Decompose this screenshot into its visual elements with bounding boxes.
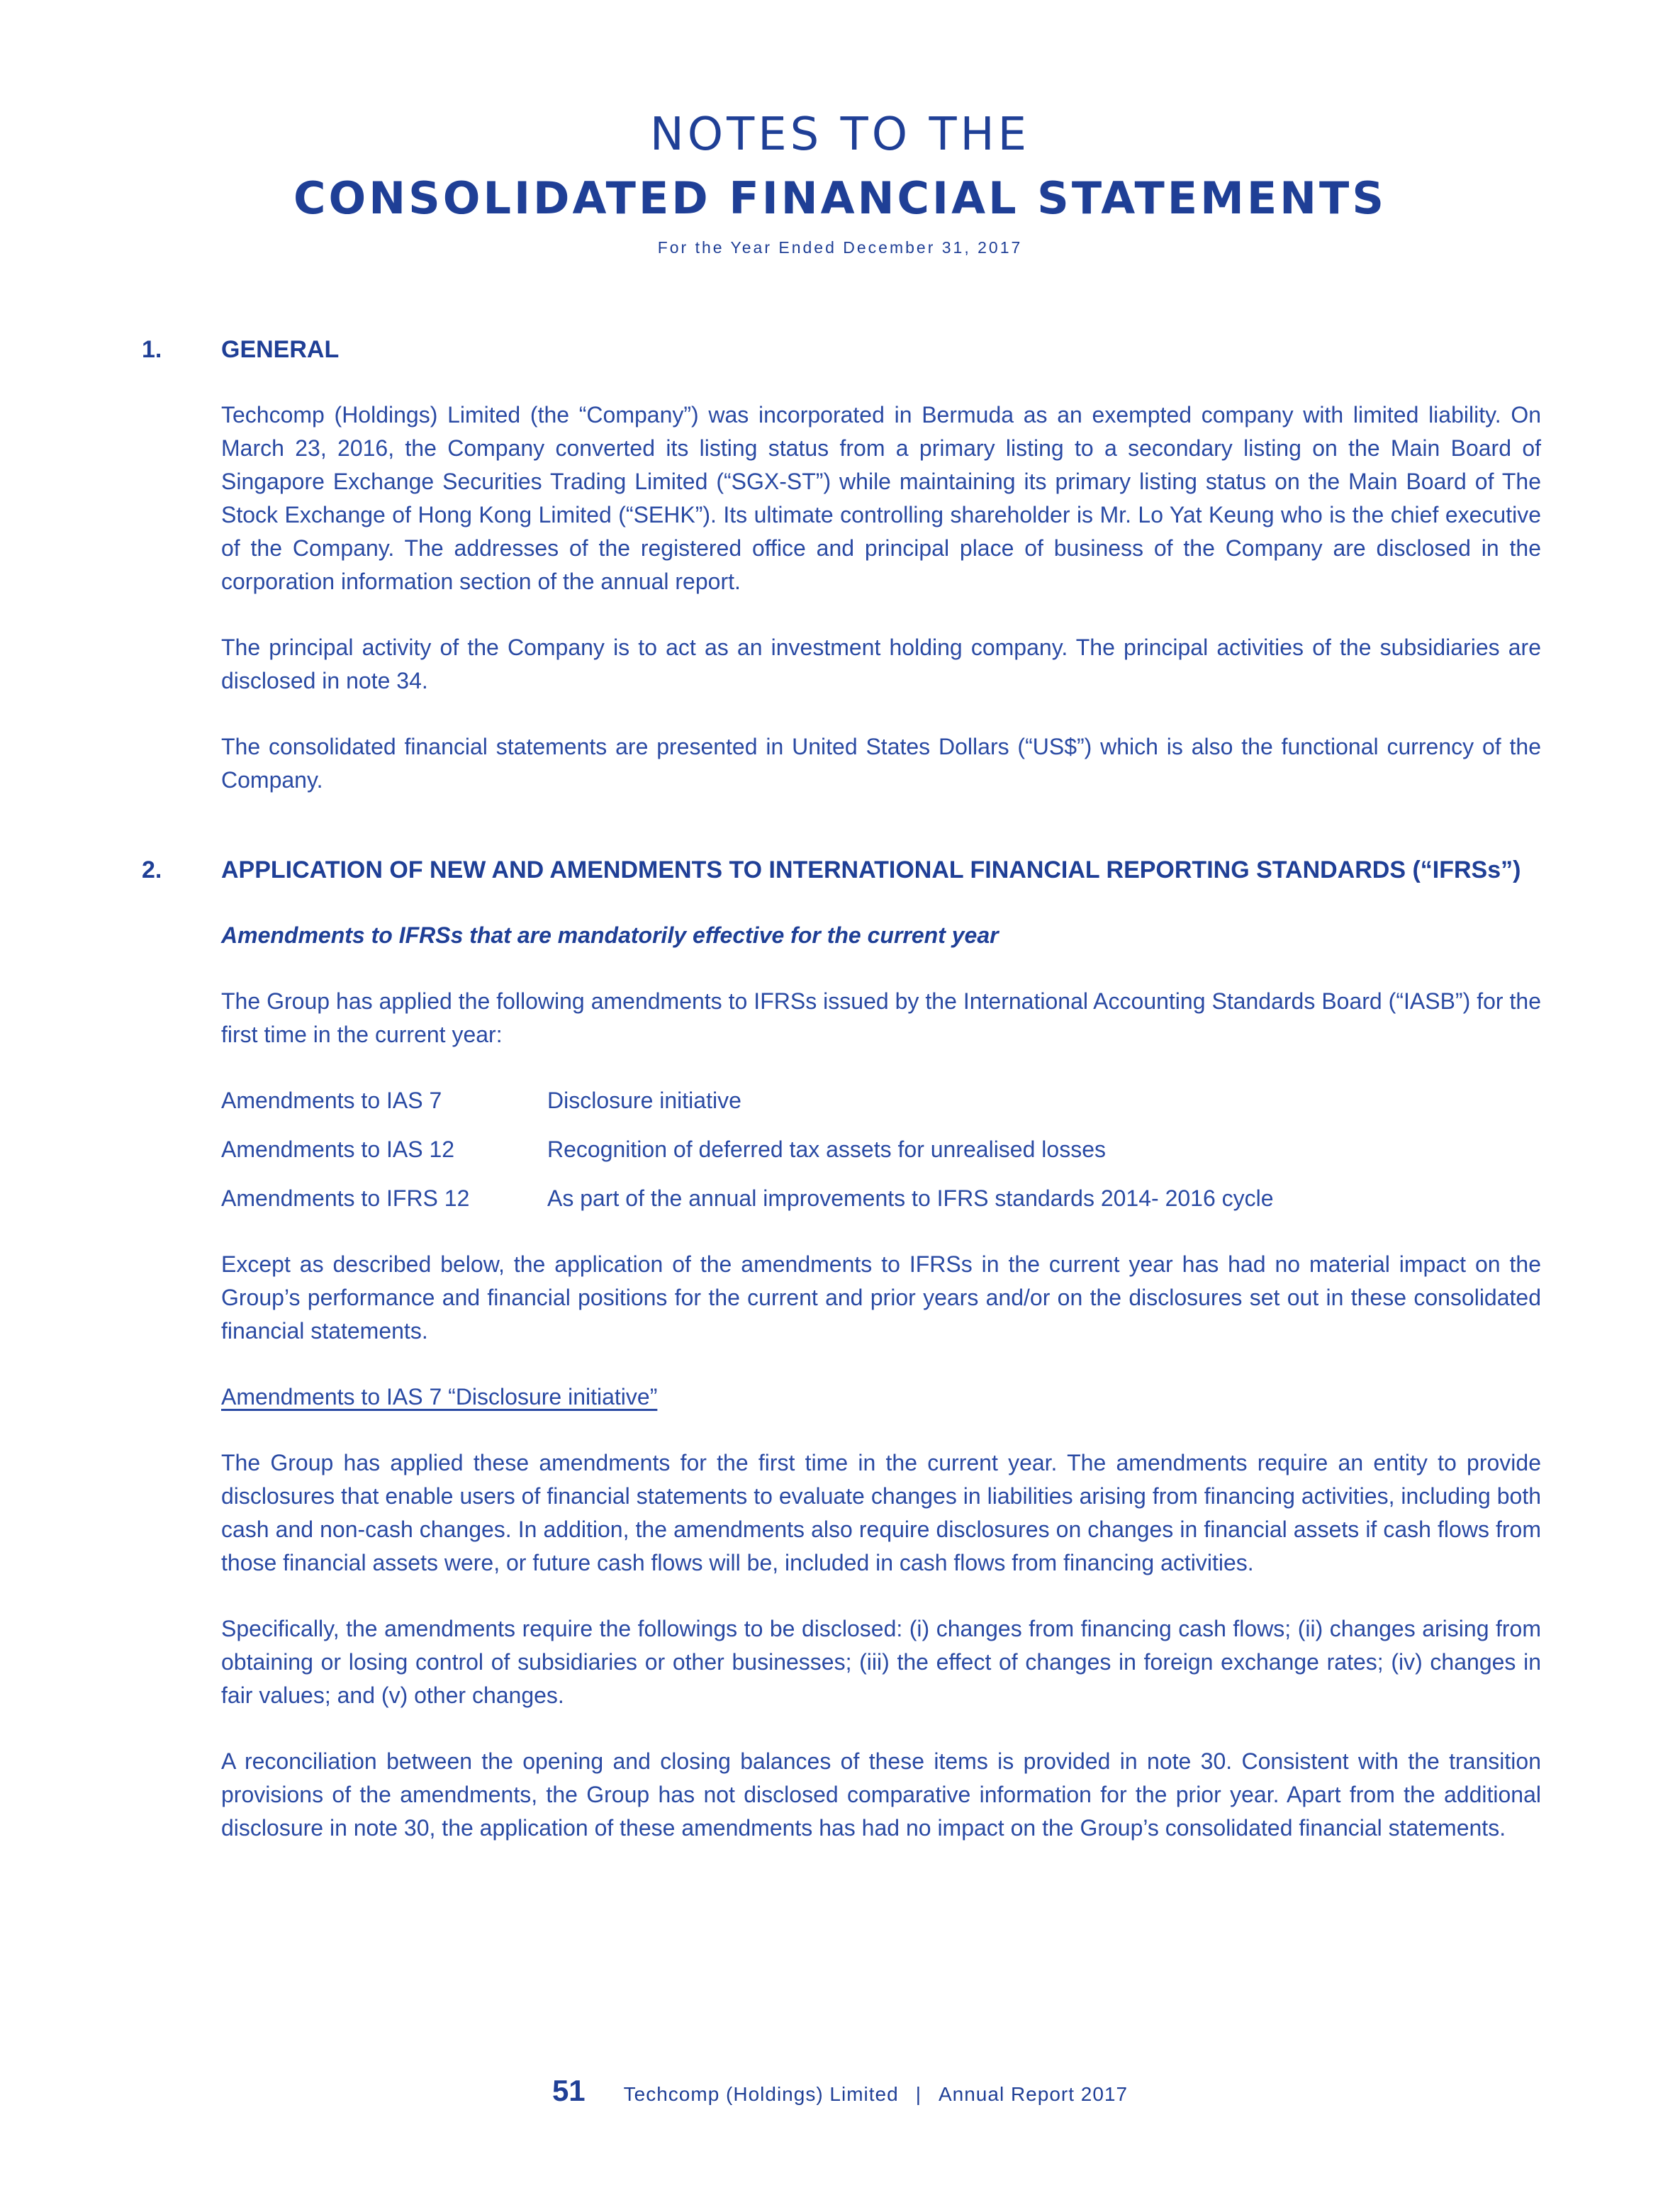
paragraph: Techcomp (Holdings) Limited (the “Company”) was incorporated in Bermuda as an exempted company with limited liability. On March 23, 2016, the Company converted its listing status from a primary listing to a secondary listing on the Main Board of Singapore Exchange Securities Trading Limited (“SGX-ST”) while maintaining its primary listing status on the Main Board of The Stock Exchange of Hong Kong Limited (“SEHK”). Its ultimate controlling shareholder is Mr. Lo Yat Keung who is the chief executive of the Company. The addresses of the registered office and principal place of business of the Company are disclosed in the corporation information section of the annual report. <box>221 402 1541 594</box>
amendment-name: Amendments to IFRS 12 <box>221 1185 470 1211</box>
paragraph: Specifically, the amendments require the followings to be disclosed: (i) changes from financing cash flows; (ii) changes arising from obtaining or losing control of subsidiaries or other businesses; (iii) the effect of changes in foreign exchange rates; (iv) changes in fair values; and (v) other changes. <box>221 1616 1541 1708</box>
section-body <box>221 333 1541 797</box>
page-header <box>0 106 1680 257</box>
page-number: 51 <box>551 2074 586 2107</box>
section-number: 1. <box>142 336 162 363</box>
paragraph: The Group has applied these amendments for the first time in the current year. The amendments require an entity to provide disclosures that enable users of financial statements to evaluate changes in liabilities arising from financing activities, including both cash and non-cash changes. In addition, the amendments also require disclosures on changes in financial assets if cash flows from those financial assets were, or future cash flows will be, included in cash flows from financing activities. <box>221 1450 1541 1575</box>
footer-separator: | <box>915 2083 922 2105</box>
section-heading: APPLICATION OF NEW AND AMENDMENTS TO INTERNATIONAL FINANCIAL REPORTING STANDARDS (“IFRSs”) <box>221 856 1521 883</box>
header-subtitle: For the Year Ended December 31, 2017 <box>657 238 1023 257</box>
paragraph: The principal activity of the Company is to act as an investment holding company. The principal activities of the subsidiaries are disclosed in note 34. <box>221 635 1541 693</box>
amendment-description: As part of the annual improvements to IFRS standards 2014- 2016 cycle <box>547 1185 1274 1211</box>
amendments-list <box>221 1084 1541 1215</box>
header-title-line1: NOTES TO THE <box>649 108 1031 161</box>
amendment-row <box>221 1084 1541 1117</box>
amendment-description: Disclosure initiative <box>547 1088 741 1113</box>
section-heading: GENERAL <box>221 336 340 363</box>
section-general <box>0 333 1680 797</box>
footer-report: Annual Report 2017 <box>938 2083 1129 2105</box>
amendment-description: Recognition of deferred tax assets for unrealised losses <box>547 1137 1106 1162</box>
subheading: Amendments to IFRSs that are mandatorily effective for the current year <box>221 922 999 948</box>
amendment-name: Amendments to IAS 7 <box>221 1088 442 1113</box>
paragraph: The consolidated financial statements are presented in United States Dollars (“US$”) which is also the functional currency of the Company. <box>221 734 1541 793</box>
amendment-name: Amendments to IAS 12 <box>221 1137 455 1162</box>
paragraph: Except as described below, the application of the amendments to IFRSs in the current year has had no material impact on the Group’s performance and financial positions for the current and prior years and/or on the disclosures set out in these consolidated financial statements. <box>221 1251 1541 1344</box>
section-body <box>221 854 1541 1845</box>
page-footer <box>0 2074 1680 2108</box>
section-number: 2. <box>142 856 162 883</box>
amendment-row <box>221 1133 1541 1166</box>
section-ifrs <box>0 854 1680 1845</box>
paragraph: The Group has applied the following amendments to IFRSs issued by the International Accounting Standards Board (“IASB”) for the first time in the current year: <box>221 988 1541 1047</box>
footer-company: Techcomp (Holdings) Limited <box>623 2083 899 2105</box>
paragraph: A reconciliation between the opening and closing balances of these items is provided in note 30. Consistent with the transition provisions of the amendments, the Group has not disclosed comparative information for the prior year. Apart from the additional disclosure in note 30, the application of these amendments has had no impact on the Group’s consolidated financial statements. <box>221 1748 1541 1841</box>
amendment-row <box>221 1182 1541 1215</box>
subheading-ias7: Amendments to IAS 7 “Disclosure initiative” <box>221 1384 658 1410</box>
footer-inner <box>552 2074 1128 2108</box>
page-content <box>0 333 1680 1845</box>
header-title-line2: CONSOLIDATED FINANCIAL STATEMENTS <box>293 172 1387 224</box>
